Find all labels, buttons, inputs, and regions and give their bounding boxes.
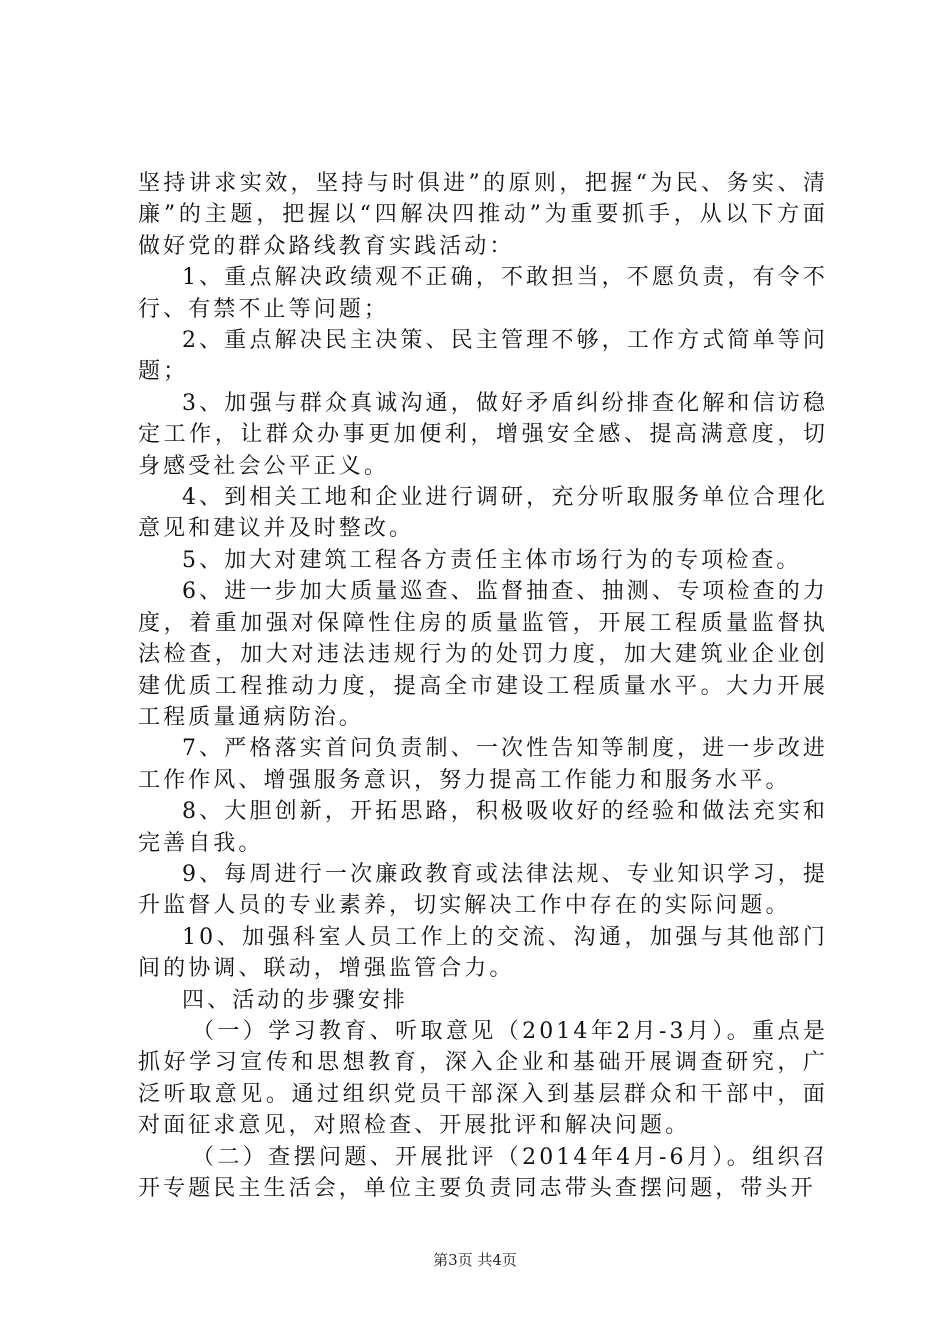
paragraph-item-4: 4、到相关工地和企业进行调研，充分听取服务单位合理化意见和建议并及时整改。 xyxy=(138,485,828,542)
paragraph-item-6: 6、进一步加大质量巡查、监督抽查、抽测、专项检查的力度，着重加强对保障性住房的质量监管，开展工程质量监督执法检查，加大对违法违规行为的处罚力度，加大建筑业企业创建优质工程推动力度，提高全市建设工程质量水平。大力开展工程质量通病防治。 xyxy=(138,579,828,730)
paragraph-item-5: 5、加大对建筑工程各方责任主体市场行为的专项检查。 xyxy=(182,547,802,573)
paragraph-item-10: 10、加强科室人员工作上的交流、沟通，加强与其他部门间的协调、联动，增强监管合力。 xyxy=(138,924,828,982)
paragraph-item-1: 1、重点解决政绩观不正确，不敢担当，不愿负责，有令不行、有禁不止等问题； xyxy=(138,265,828,322)
page-number-footer: 第3页 共4页 xyxy=(433,1251,517,1269)
paragraph-item-2: 2、重点解决民主决策、民主管理不够，工作方式简单等问题； xyxy=(138,328,828,385)
section-heading: 四、活动的步骤安排 xyxy=(182,987,408,1013)
paragraph-step-2: （二）查摆问题、开展批评（2014年4月-6月）。组织召开专题民主生活会，单位主要负责同志带头查摆问题，带头开 xyxy=(138,1144,828,1201)
paragraph-step-1: （一）学习教育、听取意见（2014年2月-3月）。重点是抓好学习宣传和思想教育，深入企业和基础开展调查研究，广泛听取意见。通过组织党员干部深入到基层群众和干部中，面对面征求意见，对照检查、开展批评和解决问题。 xyxy=(138,1018,828,1139)
document-body xyxy=(138,168,828,1204)
paragraph-continuation: 坚持讲求实效，坚持与时俱进”的原则，把握“为民、务实、清廉”的主题，把握以“四解决四推动”为重要抓手，从以下方面做好党的群众路线教育实践活动： xyxy=(138,171,828,259)
paragraph-item-7: 7、严格落实首问负责制、一次性告知等制度，进一步改进工作作风、增强服务意识，努力提高工作能力和服务水平。 xyxy=(138,736,828,793)
paragraph-item-9: 9、每周进行一次廉政教育或法律法规、专业知识学习，提升监督人员的专业素养，切实解决工作中存在的实际问题。 xyxy=(138,861,828,919)
paragraph-item-8: 8、大胆创新，开拓思路，积极吸收好的经验和做法充实和完善自我。 xyxy=(138,799,828,856)
paragraph-item-3: 3、加强与群众真诚沟通，做好矛盾纠纷排查化解和信访稳定工作，让群众办事更加便利，增强安全感、提高满意度，切身感受社会公平正义。 xyxy=(138,390,828,479)
